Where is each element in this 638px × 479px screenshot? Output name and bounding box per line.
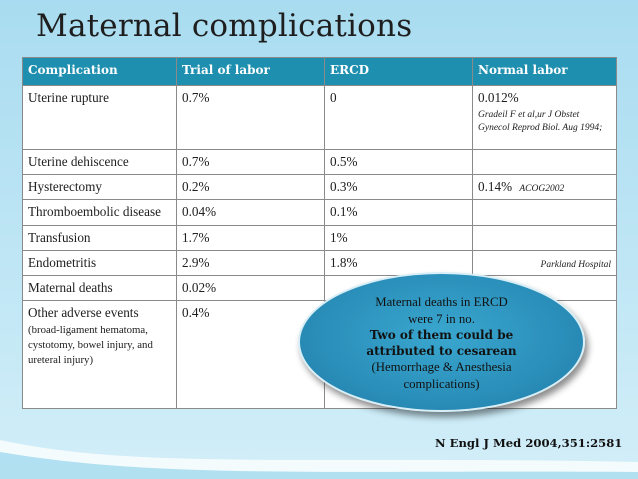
cell-complication: Hysterectomy [23,175,177,200]
header-ercd: ERCD [325,58,473,86]
cell-complication-detail: (broad-ligament hematoma, cystotomy, bowel injury, and ureteral injury) [28,323,153,366]
cell-complication: Transfusion [23,225,177,250]
header-trial-of-labor: Trial of labor [177,58,325,86]
table-row [23,175,617,200]
cell-complication: Thromboembolic disease [23,200,177,225]
callout-line: (Hemorrhage & Anesthesia [371,360,512,375]
cell-normal [473,200,617,225]
cell-trial: 0.7% [177,86,325,150]
cell-normal [473,250,617,275]
citation-note: ACOG2002 [519,184,565,195]
cell-trial: 1.7% [177,225,325,250]
cell-ercd: 0.5% [325,150,473,175]
cell-complication: Endometritis [23,250,177,275]
cell-ercd: 1.8% [325,250,473,275]
cell-ercd: 1% [325,225,473,250]
cell-trial: 0.02% [177,276,325,301]
table-row [23,225,617,250]
cell-trial: 0.04% [177,200,325,225]
header-normal-labor: Normal labor [473,58,617,86]
cell-ercd: 0 [325,86,473,150]
citation-note: Gradeil F et al,ur J Obstet Gynecol Reprod Biol. Aug 1994; [478,110,603,134]
callout-line: complications) [403,377,480,392]
cell-complication: Maternal deaths [23,276,177,301]
cell-normal [473,150,617,175]
header-complication: Complication [23,58,177,86]
cell-ercd: 0.3% [325,175,473,200]
callout-line: Maternal deaths in ERCD [375,295,508,309]
cell-normal [473,86,617,150]
table-row [23,250,617,275]
reference-citation: N Engl J Med 2004,351:2581 [435,436,623,450]
cell-normal [473,225,617,250]
table-row [23,200,617,225]
cell-trial: 0.7% [177,150,325,175]
callout-line: were 7 in no. [408,311,475,326]
cell-complication-label: Other adverse events [28,305,139,321]
cell-trial: 0.4% [177,301,325,409]
citation-note: Parkland Hospital [540,259,611,270]
cell-normal-value: 0.012% [478,90,519,105]
table-row [23,86,617,150]
cell-normal-value: 0.14% [478,179,513,195]
callout-line: attributed to cesarean [366,343,517,358]
cell-trial: 0.2% [177,175,325,200]
cell-ercd: 0.1% [325,200,473,225]
cell-normal [473,175,617,200]
slide-title: Maternal complications [36,8,413,44]
cell-complication: Uterine dehiscence [23,150,177,175]
cell-complication [23,301,177,409]
cell-trial: 2.9% [177,250,325,275]
maternal-deaths-callout [298,272,585,412]
table-row [23,150,617,175]
cell-complication: Uterine rupture [23,86,177,150]
table-header-row [23,58,617,86]
callout-line: Two of them could be [369,327,514,342]
